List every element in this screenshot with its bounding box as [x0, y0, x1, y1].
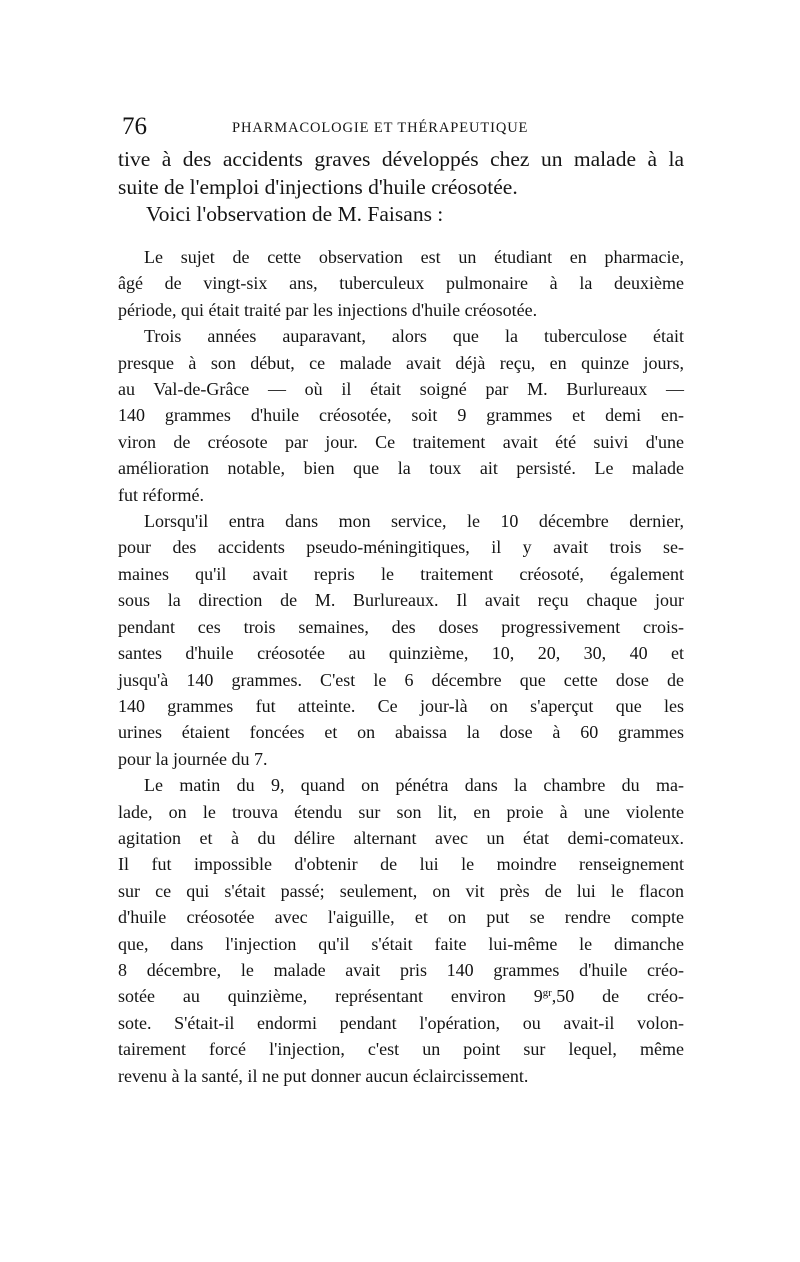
text-line: d'huile créosotée avec l'aiguille, et on put se rendre compte — [118, 907, 684, 928]
text-line: lade, on le trouva étendu sur son lit, en proie à une violente — [118, 801, 684, 822]
text-line: 8 décembre, le malade avait pris 140 grammes d'huile créo- — [118, 959, 684, 980]
text-fragment: sotée au quinzième, représentant environ 9 — [118, 986, 543, 1007]
text-line: 140 grammes fut atteinte. Ce jour-là on s'aperçut que les — [118, 695, 684, 716]
text-line: pour des accidents pseudo-méningitiques, il y avait trois se- — [118, 537, 684, 558]
text-line: période, qui était traité par les injections d'huile créosotée. — [118, 299, 538, 320]
text-line — [118, 983, 684, 1009]
text-line: sur ce qui s'était passé; seulement, on vit près de lui le flacon — [118, 880, 684, 901]
lead-paragraph — [118, 146, 684, 229]
text-line: santes d'huile créosotée au quinzième, 10, 20, 30, 40 et — [118, 643, 684, 664]
text-line: revenu à la santé, il ne put donner aucun éclaircissement. — [118, 1065, 529, 1086]
text-line: au Val-de-Grâce — où il était soigné par M. Burlureaux — — [118, 379, 684, 400]
observation-quote — [118, 244, 684, 1089]
text-line: viron de créosote par jour. Ce traitement avait été suivi d'une — [118, 431, 684, 452]
text-line: Lorsqu'il entra dans mon service, le 10 décembre dernier, — [144, 511, 684, 532]
text-line: sote. S'était-il endormi pendant l'opération, ou avait-il volon- — [118, 1012, 684, 1033]
text-fragment: ,50 de créo- — [551, 986, 684, 1007]
text-line: tairement forcé l'injection, c'est un point sur lequel, même — [118, 1039, 684, 1060]
text-line: tive à des accidents graves développés chez un malade à la — [118, 147, 684, 171]
text-line: Voici l'observation de M. Faisans : — [146, 202, 444, 226]
page-number: 76 — [122, 113, 147, 140]
text-line: fut réformé. — [118, 484, 204, 505]
text-line: agitation et à du délire alternant avec un état demi-comateux. — [118, 827, 684, 848]
text-line: maines qu'il avait repris le traitement créosoté, également — [118, 563, 684, 584]
text-line: sous la direction de M. Burlureaux. Il avait reçu chaque jour — [118, 590, 684, 611]
text-line: âgé de vingt-six ans, tuberculeux pulmonaire à la deuxième — [118, 273, 684, 294]
text-line: Le sujet de cette observation est un étudiant en pharmacie, — [144, 247, 684, 267]
page-header — [122, 110, 684, 146]
text-line: Le matin du 9, quand on pénétra dans la chambre du ma- — [144, 775, 684, 796]
text-line: pour la journée du 7. — [118, 748, 268, 769]
text-line: 140 grammes d'huile créosotée, soit 9 grammes et demi en- — [118, 405, 684, 426]
text-line: Trois années auparavant, alors que la tuberculose était — [144, 326, 684, 347]
text-line: que, dans l'injection qu'il s'était faite lui-même le dimanche — [118, 933, 684, 954]
text-line: presque à son début, ce malade avait déjà reçu, en quinze jours, — [118, 352, 684, 373]
text-line: Il fut impossible d'obtenir de lui le moindre renseignement — [118, 854, 684, 875]
text-line: jusqu'à 140 grammes. C'est le 6 décembre que cette dose de — [118, 669, 684, 690]
text-line: urines étaient foncées et on abaissa la dose à 60 grammes — [118, 722, 684, 743]
text-line: pendant ces trois semaines, des doses progressivement crois- — [118, 616, 684, 637]
gram-abbreviation: gr — [542, 987, 552, 1000]
running-head: PHARMACOLOGIE ET THÉRAPEUTIQUE — [232, 120, 529, 136]
text-line: suite de l'emploi d'injections d'huile créosotée. — [118, 174, 518, 199]
text-line: amélioration notable, bien que la toux ait persisté. Le malade — [118, 458, 684, 479]
